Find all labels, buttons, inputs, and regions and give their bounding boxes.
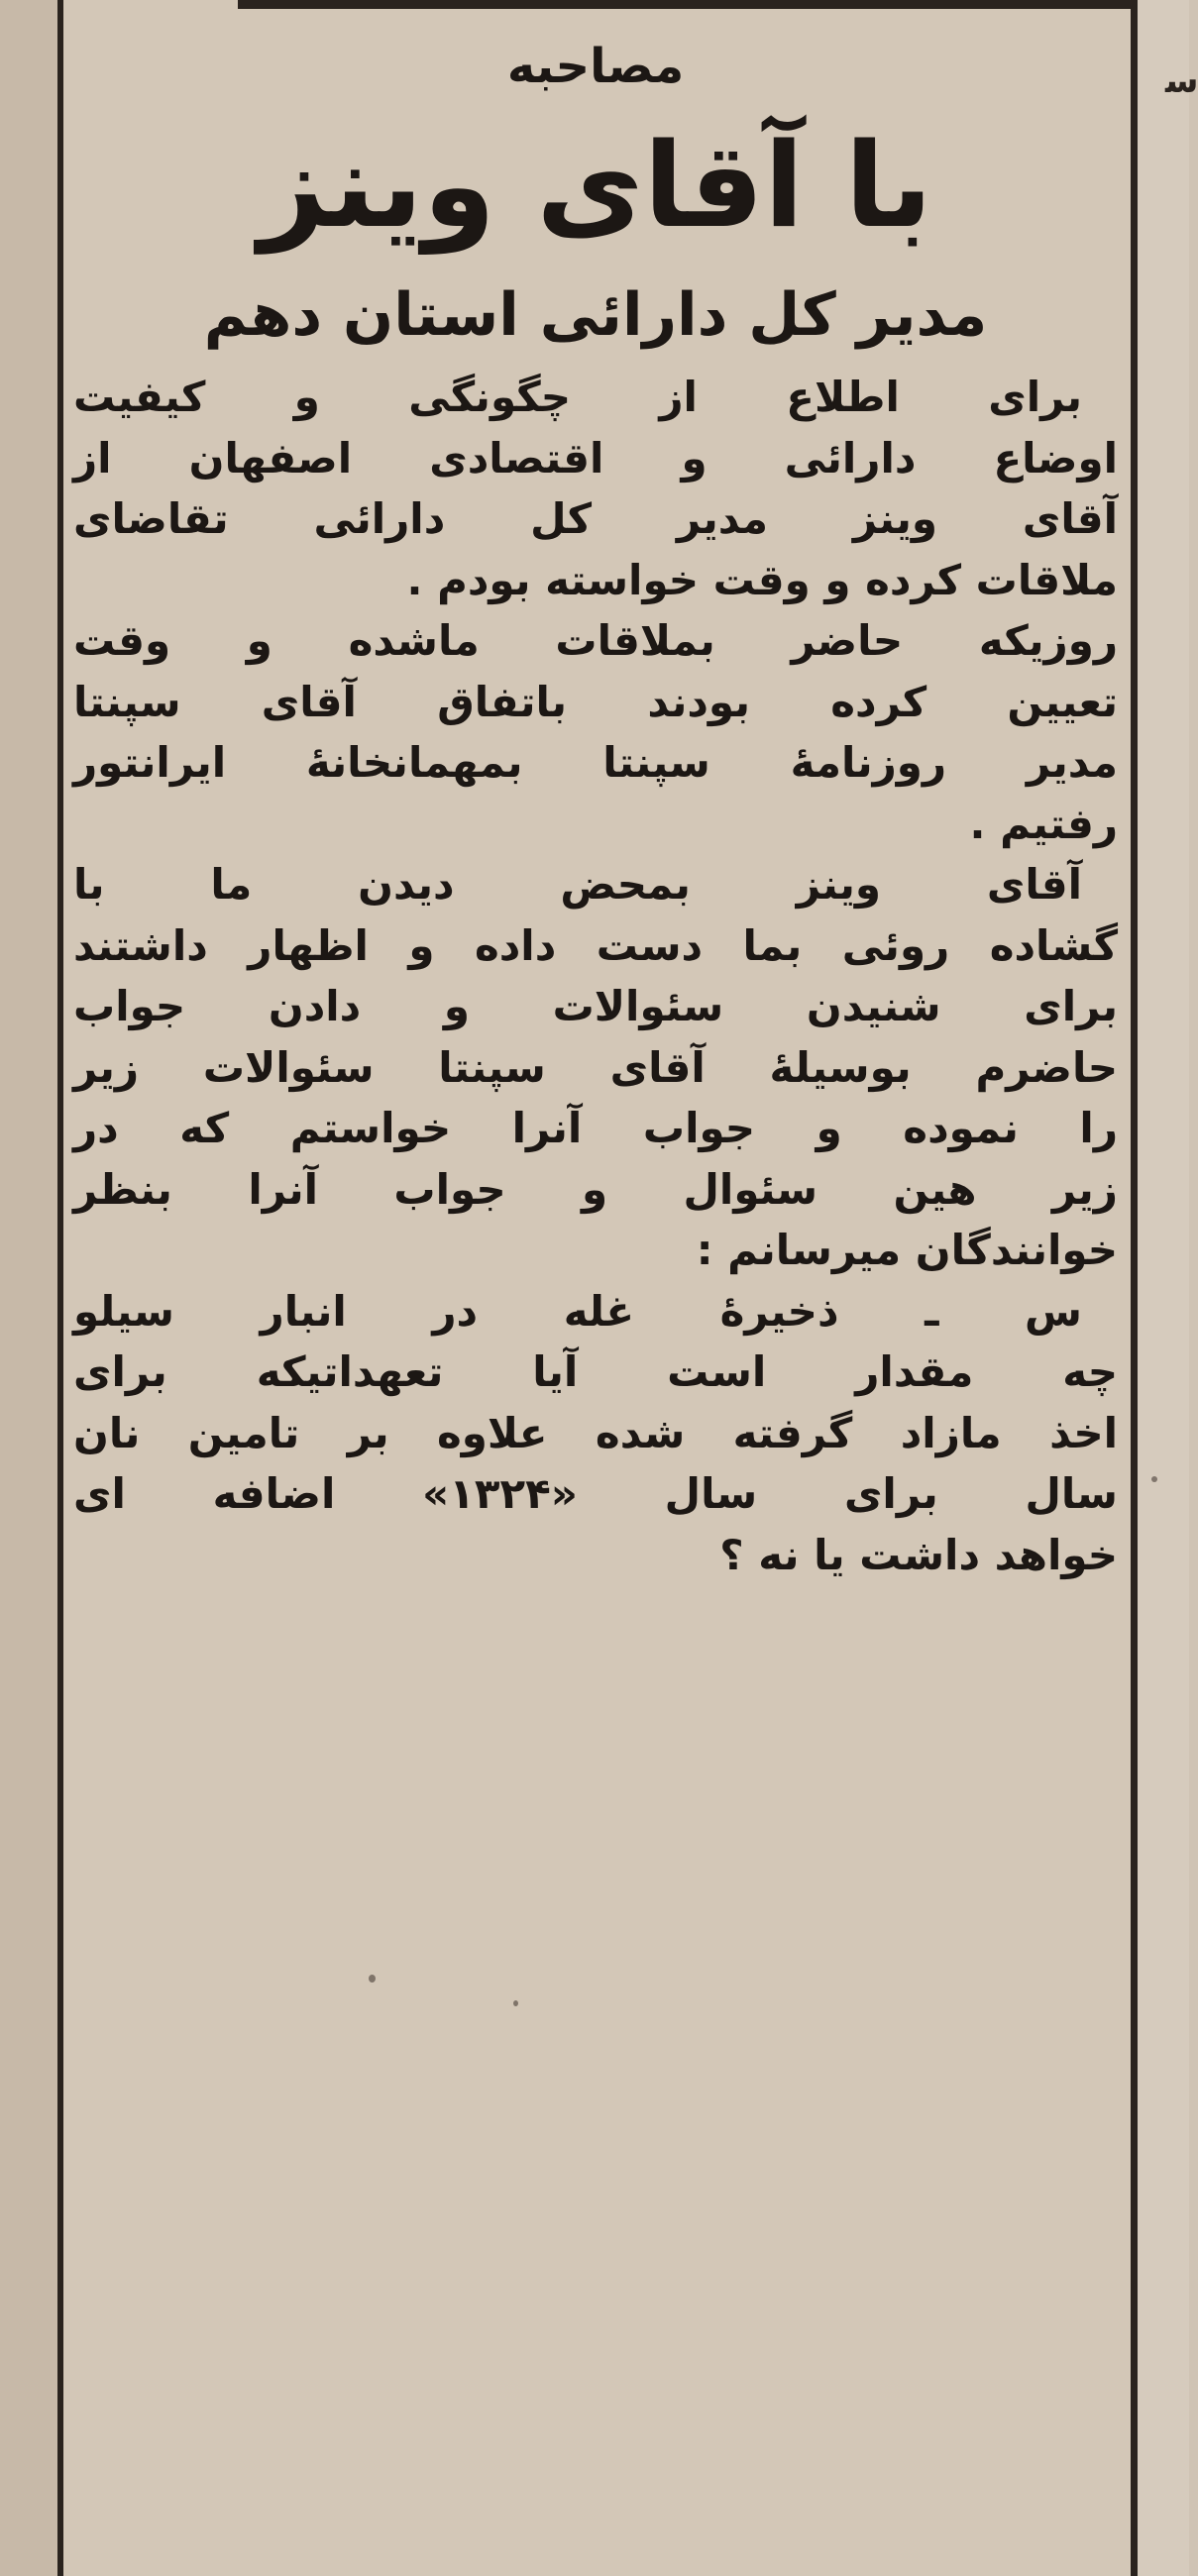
body-line: ملاقات کرده و وقت خواسته بودم . — [406, 555, 1118, 604]
body-line: روزیکه حاضر بملاقات ماشده و وقت — [73, 616, 1118, 665]
interview-article — [69, 18, 1122, 1585]
ink-speck — [1151, 1476, 1157, 1482]
body-line: تعیین کرده بودند باتفاق آقای سپنتا — [73, 677, 1118, 726]
article-subhead: مدیر کل دارائی استان دهم — [203, 280, 988, 350]
body-line: را نموده و جواب آنرا خواستم که در — [73, 1104, 1118, 1152]
article-headline: با آقای وینز — [258, 117, 933, 254]
body-line: سال برای سال «۱۳۲۴» اضافه ای — [73, 1469, 1118, 1518]
body-line: خوانندگان میرسانم : — [696, 1226, 1118, 1274]
next-column-fragment: ﺳ — [1165, 61, 1198, 101]
body-line: حاضرم بوسیلهٔ آقای سپنتا سئوالات زیر — [73, 1042, 1118, 1092]
body-line: چه مقدار است آیا تعهداتیکه برای — [73, 1347, 1118, 1396]
ink-speck — [369, 1975, 376, 1983]
top-rule — [238, 0, 1131, 9]
body-line: زیر هین سئوال و جواب آنرا بنظر — [73, 1164, 1118, 1214]
ink-speck — [513, 2000, 518, 2006]
right-column-rule — [1131, 0, 1138, 2576]
body-line: س ـ ذخیرهٔ غله در انبار سیلو — [73, 1286, 1082, 1336]
body-line: رفتیم . — [969, 799, 1118, 848]
body-line: آقای وینز بمحض دیدن ما با — [73, 860, 1082, 909]
body-line: گشاده روئی بما دست داده و اظهار داشتند — [73, 920, 1118, 970]
body-line: برای شنیدن سئوالات و دادن جواب — [73, 982, 1118, 1030]
body-line: اوضاع دارائی و اقتصادی اصفهان از — [73, 433, 1118, 483]
body-line: برای اطلاع از چگونگی و کیفیت — [73, 373, 1082, 421]
body-line: اخذ مازاد گرفته شده علاوه بر تامین نان — [73, 1408, 1118, 1457]
article-body — [69, 367, 1122, 1585]
body-line: آقای وینز مدیر کل دارائی تقاضای — [73, 494, 1118, 543]
article-kicker: مصاحبه — [506, 39, 685, 94]
left-adjacent-column — [0, 0, 57, 2576]
left-column-rule — [57, 0, 63, 2576]
right-adjacent-column — [1138, 0, 1189, 2576]
body-line: مدیر روزنامهٔ سپنتا بمهمانخانهٔ ایرانتور — [73, 738, 1118, 787]
body-line: خواهد داشت یا نه ؟ — [719, 1530, 1118, 1579]
